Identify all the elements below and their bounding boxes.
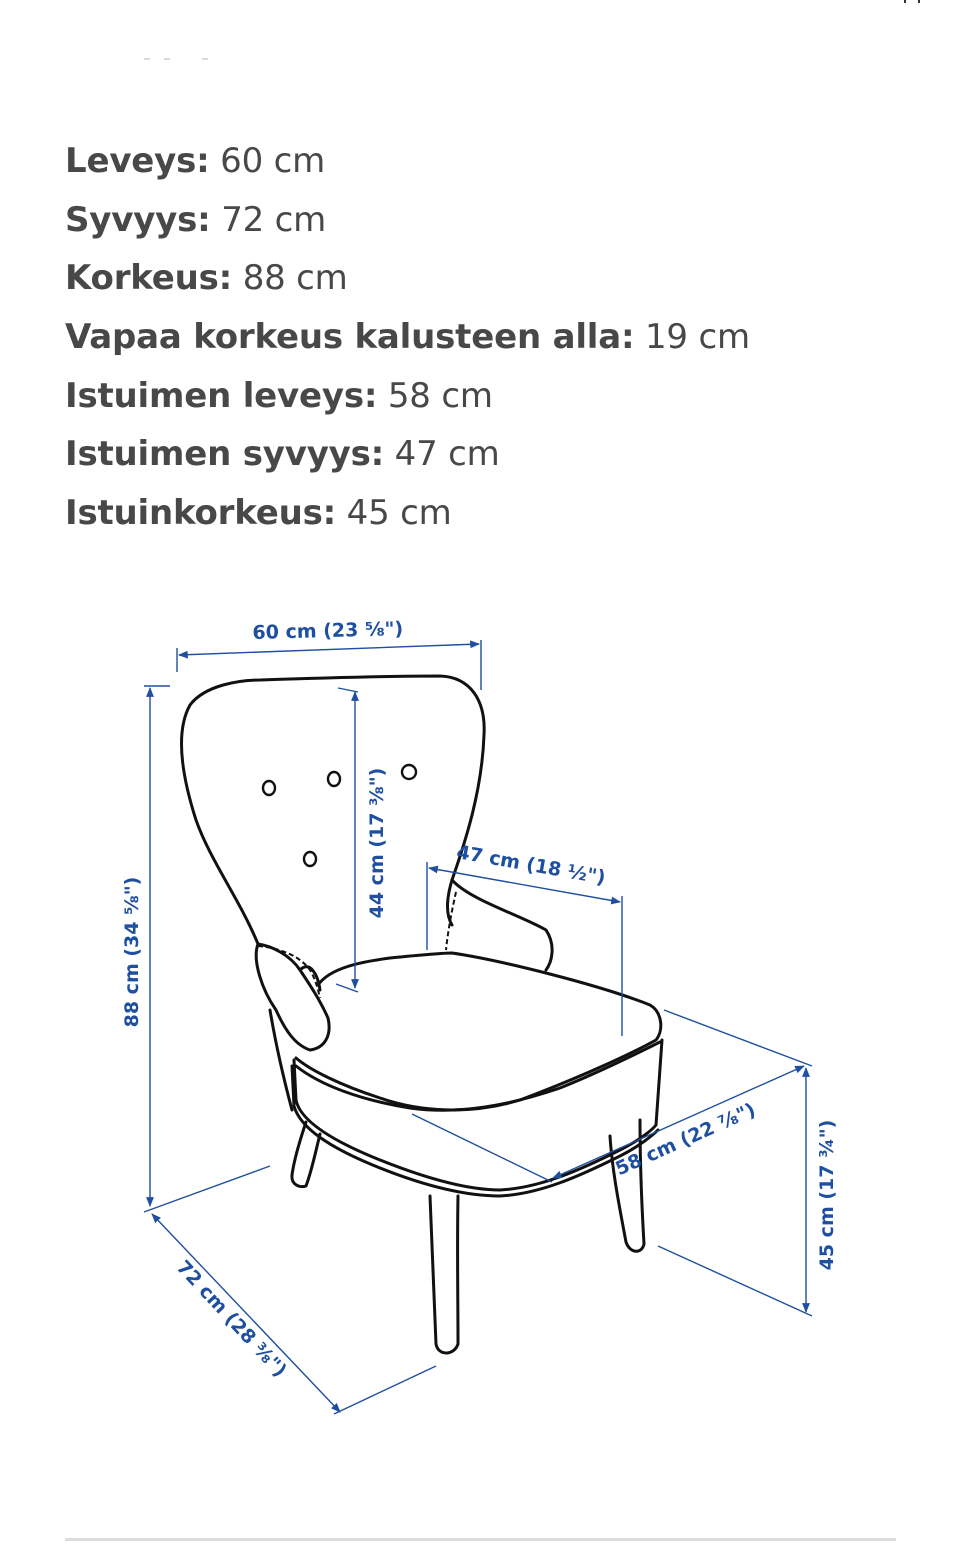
spec-row-seat-depth xyxy=(65,425,750,484)
dim-label-height: 88 cm (34 ⅝") xyxy=(121,876,143,1028)
spec-label: Vapaa korkeus kalusteen alla: xyxy=(65,317,635,358)
dimension-lines xyxy=(144,640,812,1414)
spec-row-seat-height xyxy=(65,484,750,543)
spec-label: Korkeus: xyxy=(65,258,233,299)
spec-label: Leveys: xyxy=(65,141,210,181)
spec-value: 19 cm xyxy=(645,317,750,358)
spec-label: Istuimen leveys: xyxy=(65,375,378,416)
spec-row-depth xyxy=(65,191,750,250)
dim-label-width: 60 cm (23 ⅝") xyxy=(252,618,404,644)
spec-row-seat-width xyxy=(65,367,750,426)
section-divider xyxy=(65,1538,896,1541)
spec-value: 72 cm xyxy=(221,199,327,240)
dim-label-seat-height: 45 cm (17 ¾") xyxy=(816,1119,838,1271)
dim-label-backrest-height: 44 cm (17 ⅜") xyxy=(366,767,388,919)
spec-row-clearance xyxy=(65,308,750,367)
armchair-drawing xyxy=(0,560,960,1460)
armchair-dimension-diagram xyxy=(0,560,960,1460)
spec-value: 58 cm xyxy=(387,375,493,416)
spec-value: 47 cm xyxy=(394,434,500,475)
dimension-spec-list xyxy=(65,132,750,543)
spec-row-height xyxy=(65,249,750,308)
spec-value: 60 cm xyxy=(220,141,326,181)
spec-label: Istuimen syvyys: xyxy=(65,434,385,475)
clipped-header-fragment xyxy=(140,56,220,62)
dim-label-seat-depth: 47 cm (18 ½") xyxy=(454,841,608,890)
spec-label: Syvyys: xyxy=(65,199,211,240)
dim-label-seat-width: 58 cm (22 ⅞") xyxy=(612,1098,759,1181)
clipped-corner-fragment xyxy=(900,0,920,6)
spec-value: 45 cm xyxy=(346,493,452,534)
dim-label-depth: 72 cm (28 ⅜") xyxy=(171,1256,291,1382)
spec-value: 88 cm xyxy=(242,258,348,299)
spec-label: Istuinkorkeus: xyxy=(65,493,337,534)
chair-outline xyxy=(181,676,662,1353)
spec-row-width xyxy=(65,132,750,191)
